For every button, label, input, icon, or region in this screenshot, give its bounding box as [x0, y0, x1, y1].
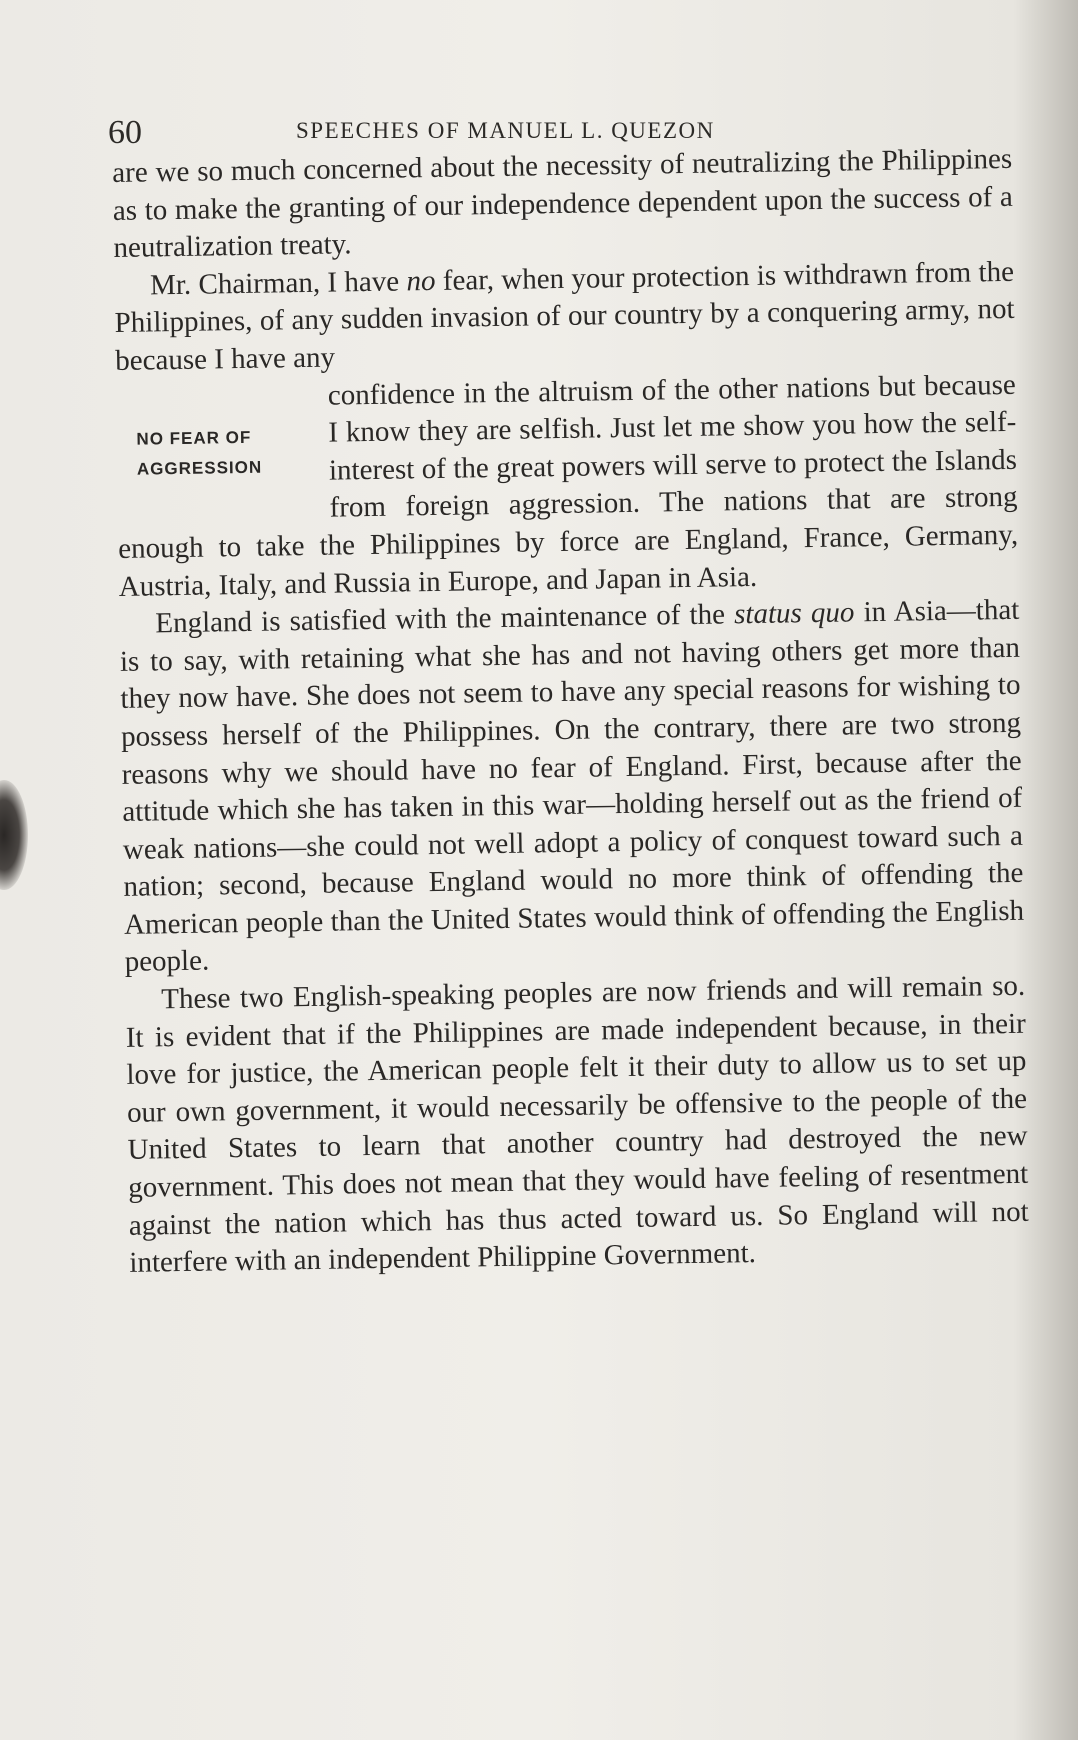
- paragraph-2-start: Mr. Chairman, I have: [149, 265, 407, 302]
- paragraph-3-start: England is satisfied with the maintenance of the: [155, 598, 735, 640]
- paragraph-2-rest: [114, 256, 1018, 603]
- page-number: 60: [108, 114, 142, 151]
- paragraph-2-before-note: fear, when your protection is withdrawn from the Philippines, of any sudden invasion of our country by a conquering army, not because I have any: [114, 255, 1015, 377]
- paragraph-1: are we so much concerned about the necessity of neutralizing the Philippines as to make the granting of our independence dependent upon the success of a neutralization treaty.: [112, 142, 1014, 265]
- running-head: SPEECHES OF MANUEL L. QUEZON: [296, 118, 715, 143]
- thumb-shadow: [0, 780, 28, 890]
- body-text: [112, 141, 1030, 1283]
- paragraph-3-rest: in Asia—that is to say, with retaining what she has and not having others get more than they now have. She does not seem to have any special reasons for wishing to possess herself of the Philippines. On the contrary, there are two strong reasons why we should have no fear of England. First, because after the attitude which she has taken in this war—holding herself out as the friend of weak nations—she could not well adopt a policy of conquest toward such a nation; second, because England would no more think of offending the American people than the United States would think of offending the English people.: [119, 593, 1025, 979]
- paragraph-2-after-note: confidence in the altruism of the other nations but because I know they are selfish. Just let me show you how the self-interest of the great powers will serve to protect the Islands from foreign aggression. The nations that are strong enough to take the Philippines by force are England, France, Germany, Austria, Italy, and Russia in Europe, and Japan in Asia.: [117, 368, 1019, 603]
- paragraph-3: [119, 592, 1025, 982]
- paragraph-4: These two English-speaking peoples are now friends and will remain so. It is evident that if the Philippines are made independent because, in their love for justice, the American people felt it their duty to allow us to set up our own government, it would necessarily be offensive to the people of the United States to learn that another country had destroyed the new government. This does not mean that they would have feeling of resentment against the nation which has thus acted toward us. So England will not interfere with an independent Philippine Government.: [125, 969, 1029, 1280]
- paragraph-3-emphasis: status quo: [733, 596, 855, 631]
- paragraph-2-emphasis: no: [406, 264, 436, 298]
- paragraph-2: [114, 254, 1019, 606]
- margin-note: [116, 421, 329, 518]
- margin-note-line-2: AGGRESSION: [136, 457, 263, 479]
- margin-note-line-1: NO FEAR OF: [136, 427, 252, 449]
